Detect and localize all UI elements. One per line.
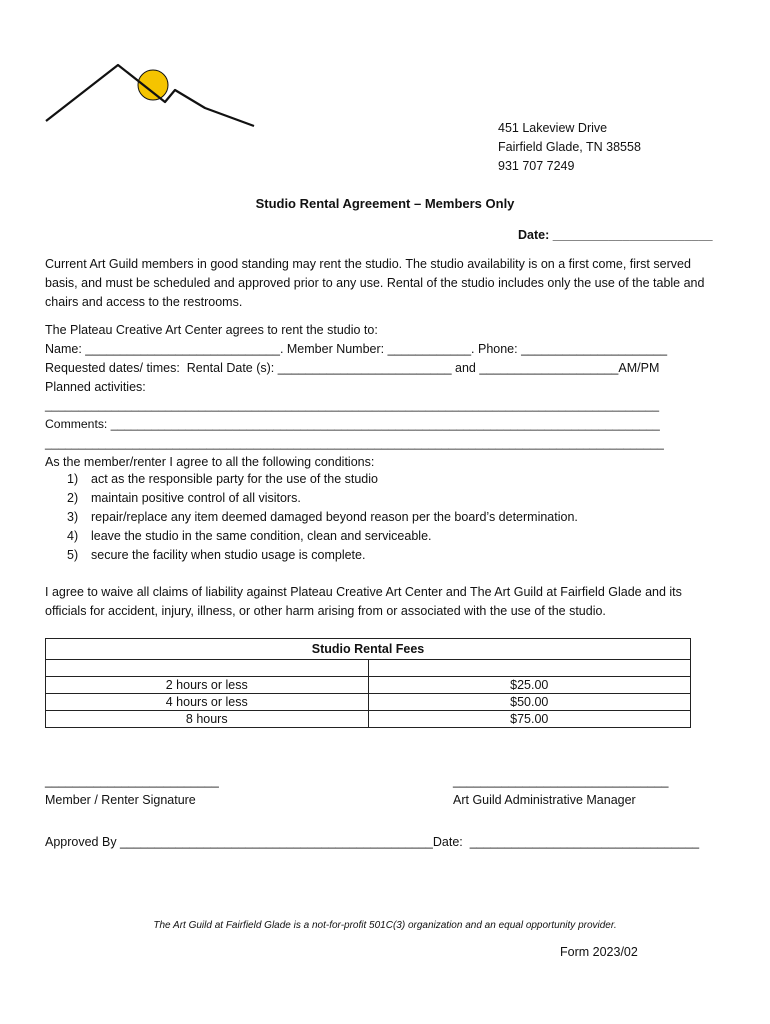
intro-line: Current Art Guild members in good standing may rent the studio. The studio availability is on a first come, first served [45, 257, 691, 271]
mountain-sun-logo [40, 58, 260, 133]
footer-note: The Art Guild at Fairfield Glade is a not-for-profit 501C(3) organization and an equal opportunity provider. [153, 920, 617, 931]
form-number: Form 2023/02 [560, 945, 638, 959]
address-phone: 931 707 7249 [498, 159, 575, 173]
document-title: Studio Rental Agreement – Members Only [255, 196, 515, 211]
manager-signature-block [453, 772, 669, 810]
fees-table-title: Studio Rental Fees [46, 639, 691, 660]
address-street: 451 Lakeview Drive [498, 121, 608, 135]
waiver-line: I agree to waive all claims of liability against Plateau Creative Art Center and The Art Guild at Fairfield Glade and its [45, 585, 682, 599]
fee-price: $75.00 [368, 711, 691, 728]
approved-by-field[interactable]: Approved By _____________________________________________Date: _________________________________ [45, 835, 700, 849]
intro-line: basis, and must be scheduled and approved prior to any use. Rental of the studio includes only the use of the table and [45, 276, 705, 290]
fee-duration: 4 hours or less [46, 694, 369, 711]
member-signature-block [45, 772, 219, 810]
address-block [498, 119, 641, 176]
planned-activities-field[interactable]: ____________________________________________________________________________________________ [45, 398, 659, 412]
requested-dates-field[interactable]: Requested dates/ times: Rental Date (s): _________________________ and ____________________AM/PM [45, 361, 660, 375]
fee-price: $25.00 [368, 677, 691, 694]
planned-activities-label: Planned activities: [45, 380, 146, 394]
conditions-list [45, 470, 578, 565]
member-signature-field[interactable]: _________________________ [45, 774, 219, 788]
table-cell [46, 660, 369, 677]
conditions-intro: As the member/renter I agree to all the following conditions: [45, 455, 375, 469]
address-city: Fairfield Glade, TN 38558 [498, 140, 641, 154]
comments-field[interactable]: Comments: _________________________________________________________________________________ [45, 417, 660, 431]
mountain-sun-icon [40, 58, 260, 130]
table-row [46, 677, 691, 694]
table-header-row [46, 639, 691, 660]
intro-line: chairs and access to the restrooms. [45, 295, 243, 309]
table-row [46, 660, 691, 677]
intro-paragraph [45, 255, 725, 312]
manager-signature-label: Art Guild Administrative Manager [453, 793, 636, 807]
list-item: 2) maintain positive control of all visitors. [67, 491, 301, 505]
name-member-phone-field[interactable]: Name: ____________________________. Member Number: ____________. Phone: _____________________ [45, 342, 668, 356]
waiver-paragraph [45, 583, 725, 621]
date-field[interactable]: Date: _______________________ [518, 228, 713, 242]
list-item: 1) act as the responsible party for the use of the studio [67, 472, 378, 486]
list-item: 5) secure the facility when studio usage is complete. [67, 548, 366, 562]
comments-extra-field[interactable]: ____________________________________________________________________________________________ [45, 436, 664, 450]
table-row [46, 711, 691, 728]
manager-signature-field[interactable]: _______________________________ [453, 774, 669, 788]
list-item: 3) repair/replace any item deemed damaged beyond reason per the board’s determination. [67, 510, 578, 524]
table-row [46, 694, 691, 711]
fees-table [45, 638, 691, 728]
agree-line: The Plateau Creative Art Center agrees to rent the studio to: [45, 323, 378, 337]
member-signature-label: Member / Renter Signature [45, 793, 196, 807]
fee-price: $50.00 [368, 694, 691, 711]
waiver-line: officials for accident, injury, illness, or other harm arising from or associated with the use of the studio. [45, 604, 606, 618]
list-item: 4) leave the studio in the same condition, clean and serviceable. [67, 529, 432, 543]
table-cell [368, 660, 691, 677]
fee-duration: 2 hours or less [46, 677, 369, 694]
fee-duration: 8 hours [46, 711, 369, 728]
